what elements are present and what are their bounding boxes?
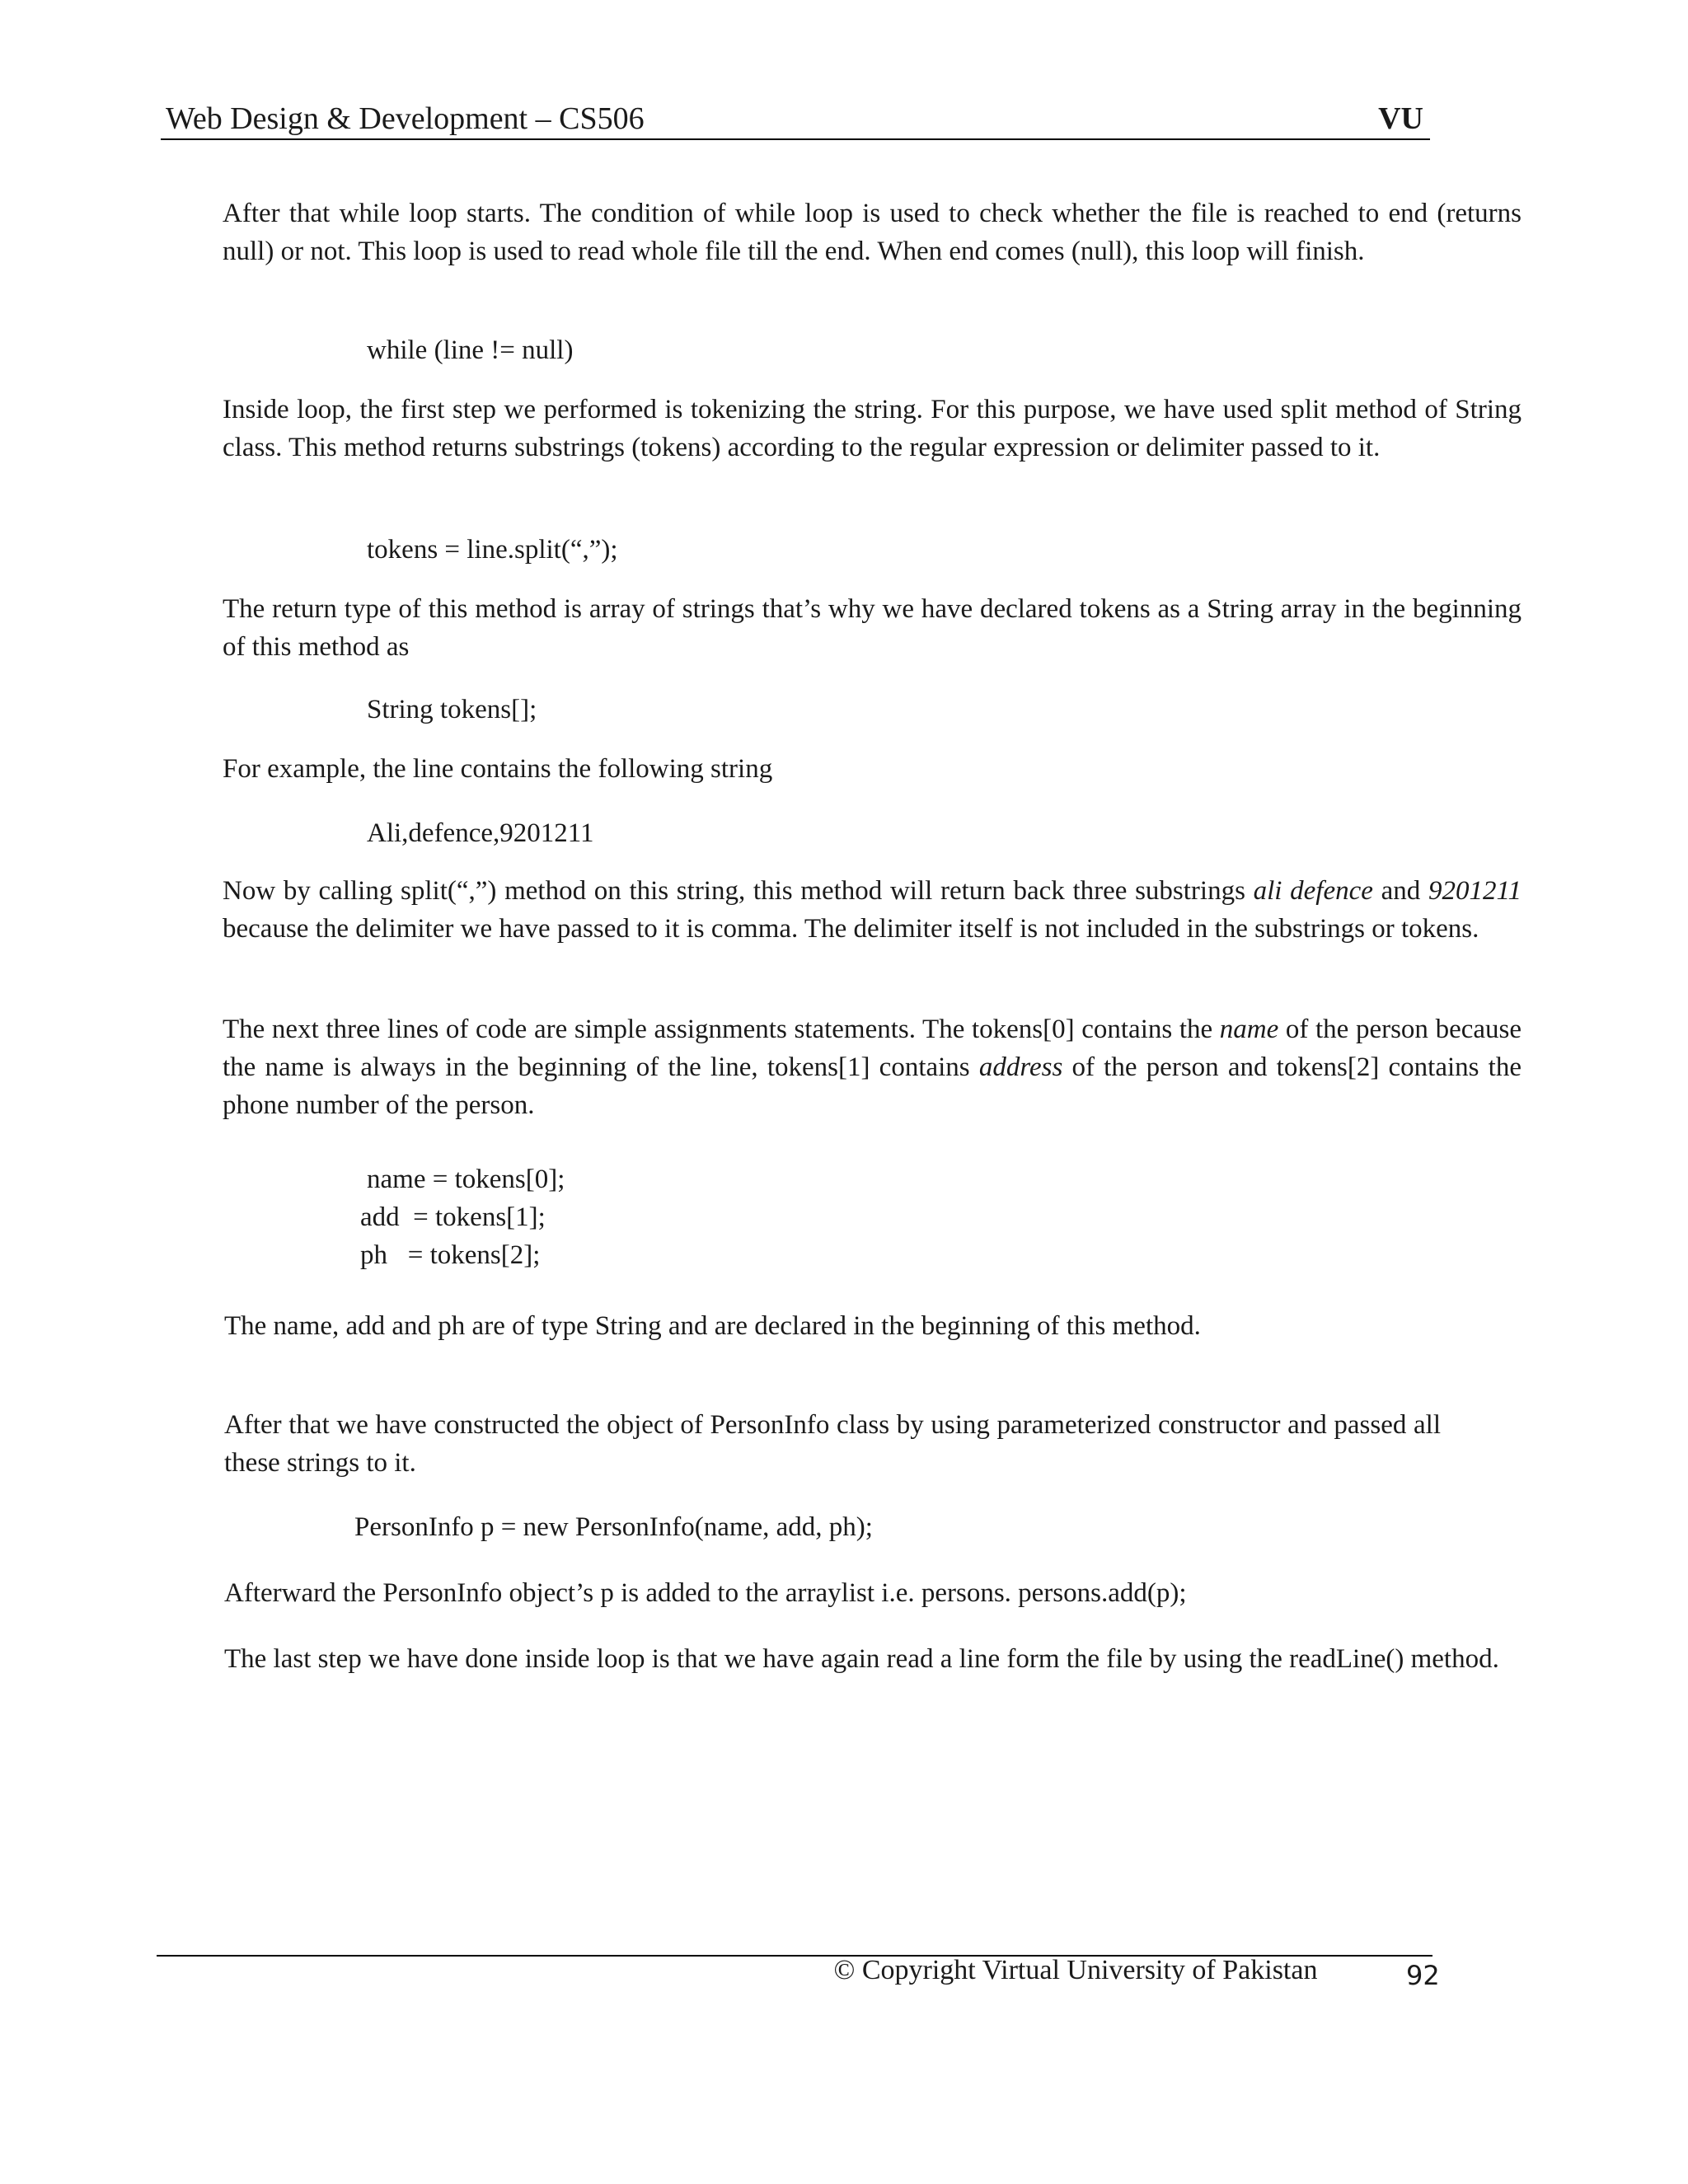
code-assign-ph: ph = tokens[2]; <box>360 1240 541 1270</box>
code-assign-name: name = tokens[0]; <box>367 1165 565 1194</box>
code-while-condition: while (line != null) <box>367 335 574 365</box>
paragraph-tokenizing: Inside loop, the first step we performed is tokenizing the string. For this purpose, we have used split method of String class. This method returns substrings (tokens) according to the regular expression or delimiter passed to it. <box>223 395 1522 462</box>
page-number: 92 <box>1406 1960 1440 1991</box>
institution-label: VU <box>1378 101 1423 136</box>
page-header <box>161 97 1430 140</box>
emphasis-name: name <box>1219 1015 1279 1044</box>
paragraph-return-type: The return type of this method is array of strings that’s why we have declared tokens as a String array in the beginning of this method as <box>223 594 1522 662</box>
paragraph-types: The name, add and ph are of type String and are declared in the beginning of this method. <box>224 1311 1201 1341</box>
paragraph-example: For example, the line contains the following string <box>223 754 773 784</box>
code-tokens-declaration: String tokens[]; <box>367 695 537 724</box>
paragraph-assignments: The next three lines of code are simple assignments statements. The tokens[0] contains the name of the person because the name is always in the beginning of the line, tokens[1] contains address of the person and tokens[2] contains the phone number of the person. <box>223 1015 1522 1120</box>
code-new-personinfo: PersonInfo p = new PersonInfo(name, add, ph); <box>354 1512 873 1542</box>
emphasis-phone: 9201211 <box>1428 876 1522 906</box>
copyright-notice: © Copyright Virtual University of Pakistan <box>833 1955 1318 1985</box>
emphasis-ali-defence: ali defence <box>1253 876 1373 906</box>
paragraph-readline: The last step we have done inside loop is that we have again read a line form the file by using the readLine() method. <box>224 1644 1499 1674</box>
code-split: tokens = line.split(“,”); <box>367 535 618 565</box>
code-assign-add: add = tokens[1]; <box>360 1202 546 1232</box>
paragraph-arraylist-add: Afterward the PersonInfo object’s p is added to the arraylist i.e. persons. persons.add(p); <box>224 1578 1187 1608</box>
paragraph-construct-object: After that we have constructed the object of PersonInfo class by using parameterized constructor and passed all these strings to it. <box>224 1410 1441 1478</box>
emphasis-address: address <box>978 1052 1063 1082</box>
paragraph-split-result: Now by calling split(“,”) method on this string, this method will return back three substrings ali defence and 9201211 because the delimiter we have passed to it is comma. The delimiter itself is not included in the substrings or tokens. <box>223 876 1522 944</box>
code-example-string: Ali,defence,9201211 <box>367 818 594 848</box>
course-title: Web Design & Development – CS506 <box>166 101 645 136</box>
paragraph-while-loop: After that while loop starts. The condition of while loop is used to check whether the file is reached to end (returns null) or not. This loop is used to read whole file till the end. When end comes (null), this loop will finish. <box>223 199 1522 266</box>
